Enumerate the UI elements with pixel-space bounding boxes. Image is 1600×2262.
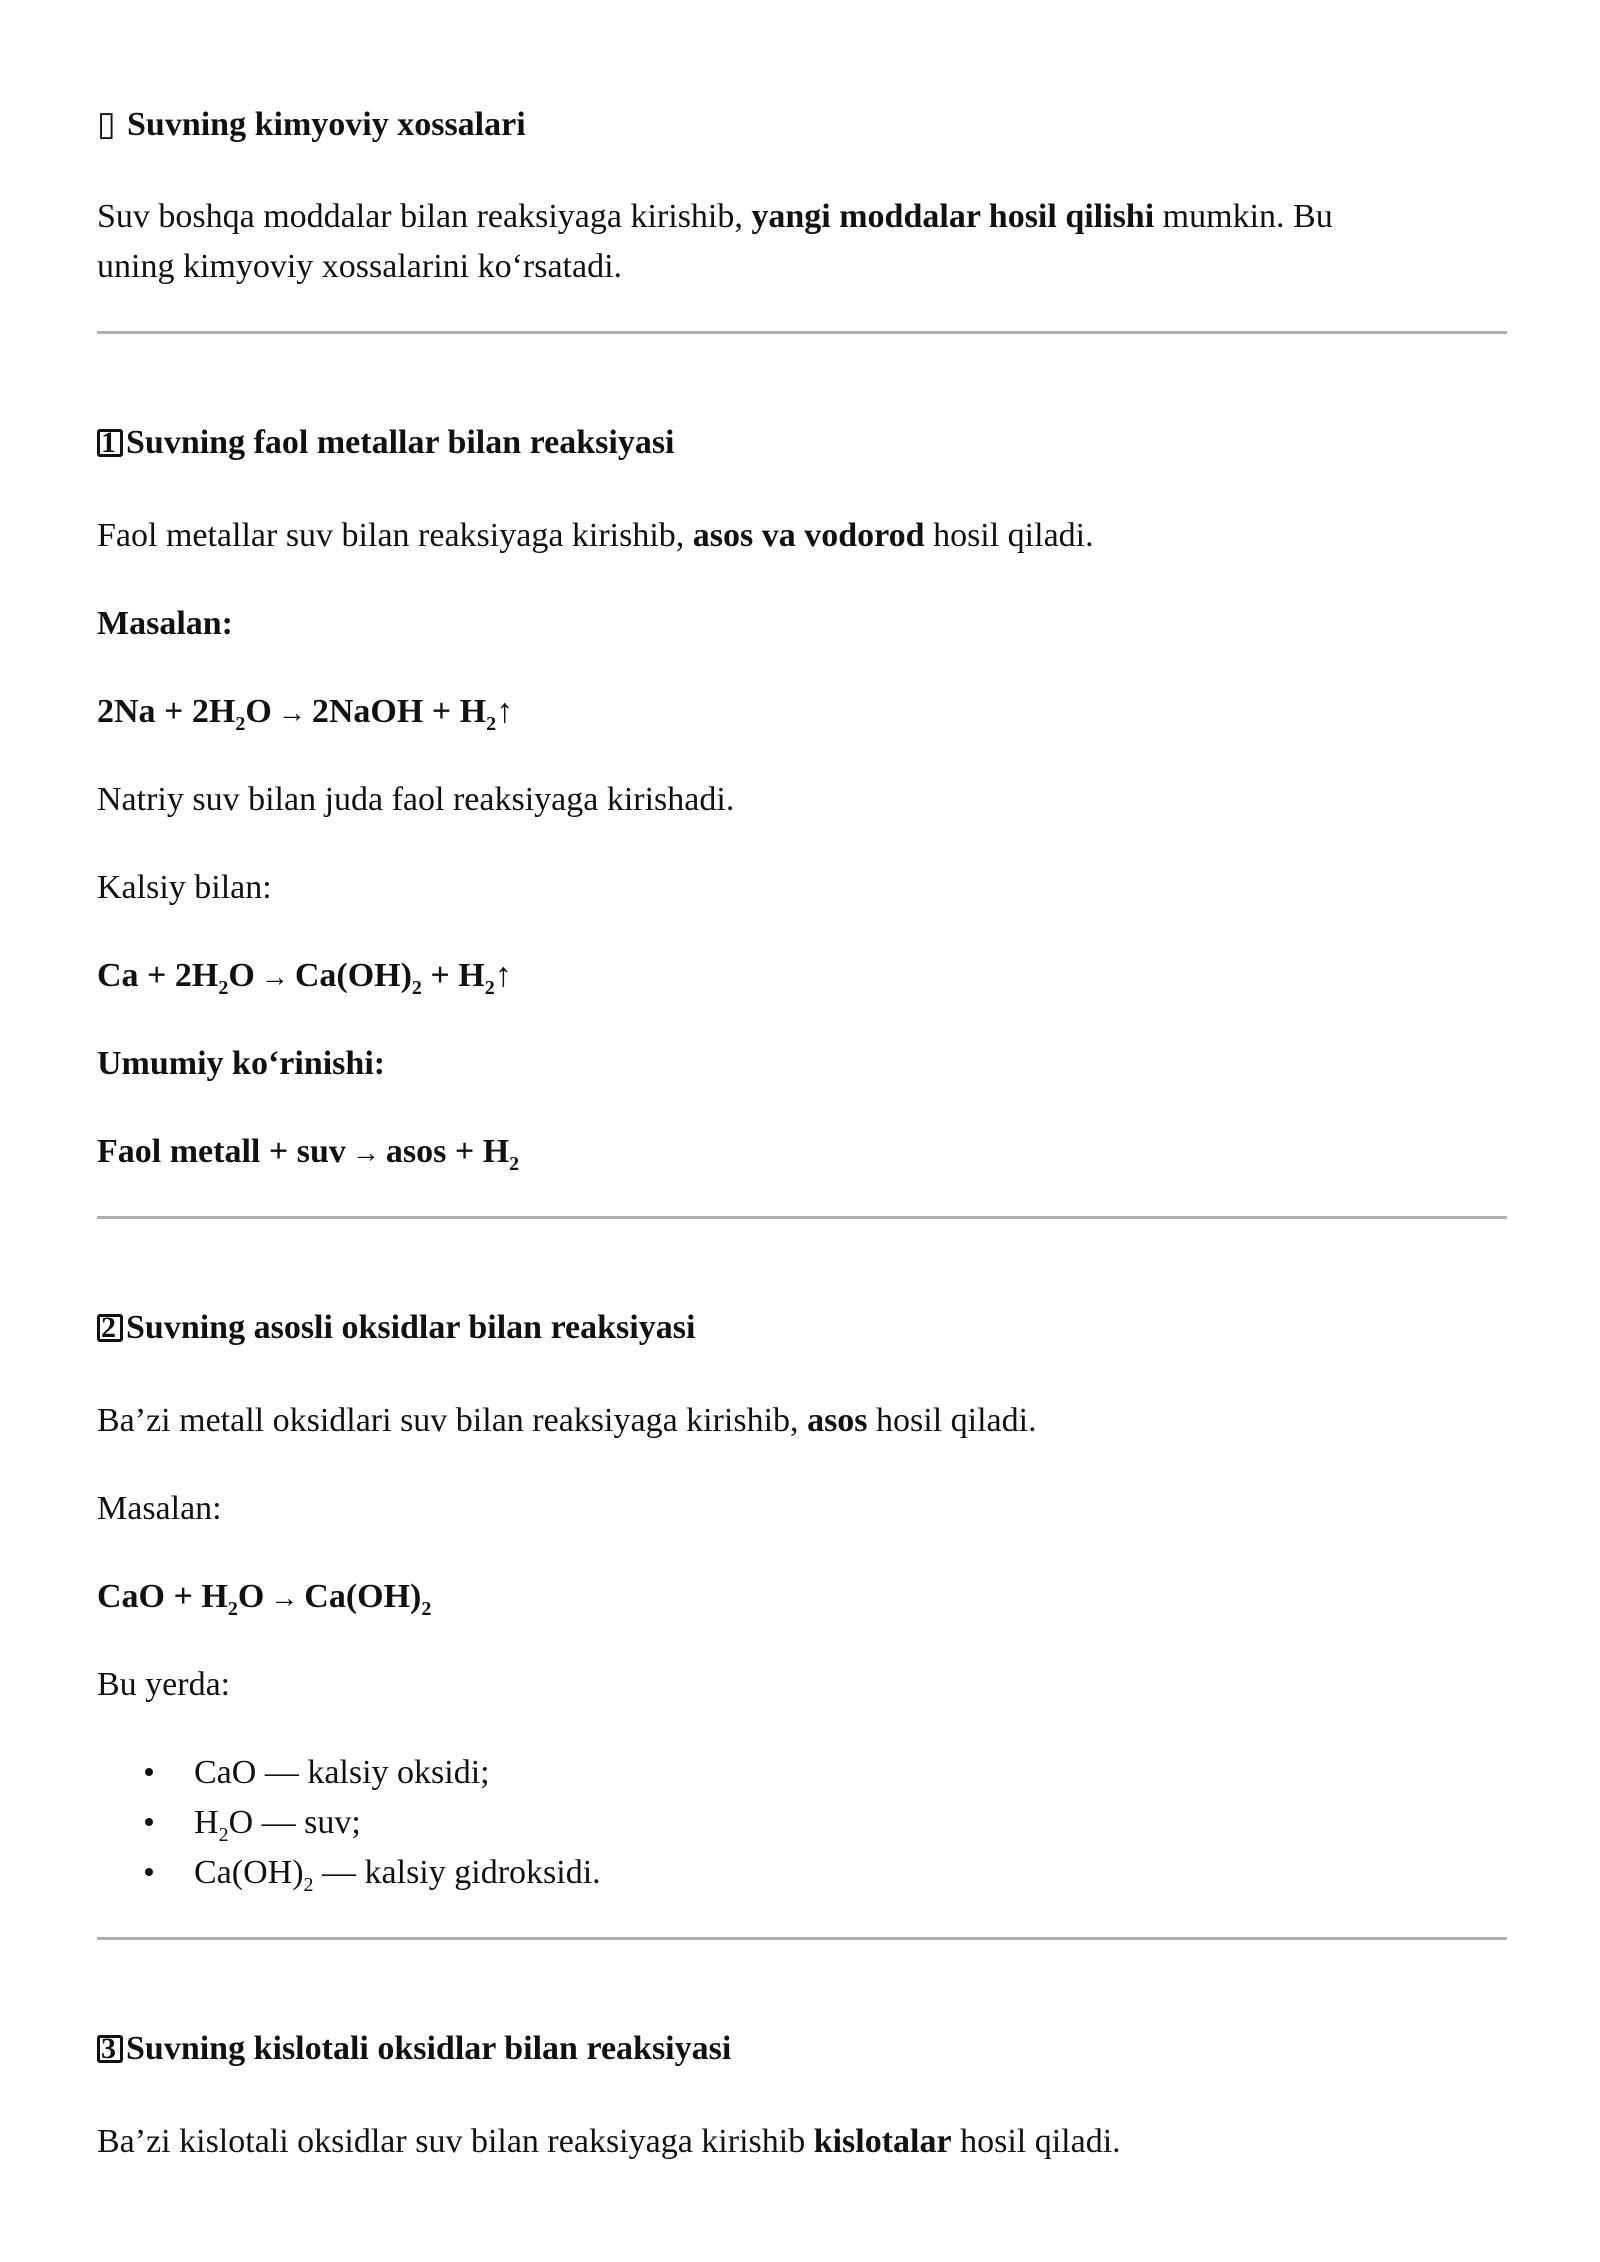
bold-text-run: yangi moddalar hosil qilishi [751, 198, 1155, 235]
text-run: Suv boshqa moddalar bilan reaksiyaga kirishib, [97, 198, 752, 235]
bullet-icon [145, 1818, 153, 1826]
chemical-equation-sodium: $2Na + 2H_2O$ → 2NaOH + $H_2↑$ [97, 693, 514, 735]
paragraph-line: uning kimyoviy xossalarini ko‘rsatadi. [97, 248, 623, 285]
section-heading-active-metals [97, 418, 675, 468]
reaction-arrow-icon: → [277, 698, 306, 729]
text-run: hosil qiladi. [951, 2123, 1121, 2160]
bold-text-run: kislotalar [813, 2123, 952, 2160]
paragraph: Bu yerda: [97, 1666, 231, 1703]
bold-text-run: asos va vodorod [692, 517, 925, 554]
section-heading-acidic-oxides [97, 2024, 731, 2074]
bullet-icon [145, 1868, 153, 1876]
chemical-equation-calcium-oxide: CaO + $H_2O \to Ca(OH)_2$ [97, 1578, 432, 1620]
section-heading-chemical-properties [97, 100, 526, 150]
list-item-text: $Ca(OH)_2$ — kalsiy gidroksidi. [194, 1854, 601, 1896]
heading-text: Suvning kislotali oksidlar bilan reaksiyasi [126, 2030, 732, 2067]
placeholder-glyph-icon: ▯ [97, 106, 116, 143]
section-heading-basic-oxides [97, 1303, 695, 1353]
general-equation: Faol metall + suv → asos + $H_2$ [97, 1133, 520, 1175]
text-run: mumkin. Bu [1154, 198, 1333, 235]
paragraph: Kalsiy bilan: [97, 869, 272, 906]
paragraph [97, 2117, 1121, 2167]
general-form-label: Umumiy ko‘rinishi: [97, 1045, 386, 1082]
bullet-icon [145, 1768, 153, 1776]
paragraph [97, 511, 1094, 561]
list-item-text: $H_2O$ — suv; [194, 1804, 361, 1846]
keycap-number-three-icon: 3 [97, 2035, 123, 2063]
horizontal-divider [97, 331, 1507, 334]
text-run: hosil qiladi. [924, 517, 1094, 554]
text-run: Ba’zi kislotali oksidlar suv bilan reaksiyaga kirishib [97, 2123, 814, 2160]
example-label: Masalan: [97, 1490, 222, 1527]
heading-text: Suvning asosli oksidlar bilan reaksiyasi [126, 1309, 696, 1346]
reaction-arrow-icon: → [260, 962, 289, 993]
heading-text: Suvning faol metallar bilan reaksiyasi [126, 424, 675, 461]
bold-text-run: asos [807, 1402, 868, 1439]
text-run: hosil qiladi. [867, 1402, 1037, 1439]
paragraph: Natriy suv bilan juda faol reaksiyaga kirishadi. [97, 781, 735, 818]
chemical-equation-calcium: $Ca + 2H_2O \to Ca(OH)_2$ + $H_2↑$ [97, 957, 512, 999]
keycap-number-one-icon: 1 [97, 429, 123, 457]
keycap-number-two-icon: 2 [97, 1314, 123, 1342]
horizontal-divider [97, 1937, 1507, 1940]
example-label: Masalan: [97, 605, 233, 642]
horizontal-divider [97, 1216, 1507, 1219]
text-run: Faol metallar suv bilan reaksiyaga kirishib, [97, 517, 693, 554]
text-run: Ba’zi metall oksidlari suv bilan reaksiyaga kirishib, [97, 1402, 808, 1439]
reaction-arrow-icon: → [351, 1138, 380, 1169]
paragraph-line [97, 192, 1333, 242]
list-item-text: CaO — kalsiy oksidi; [194, 1754, 490, 1791]
heading-text: Suvning kimyoviy xossalari [127, 106, 526, 143]
paragraph [97, 1396, 1037, 1446]
reaction-arrow-icon: → [270, 1583, 299, 1614]
